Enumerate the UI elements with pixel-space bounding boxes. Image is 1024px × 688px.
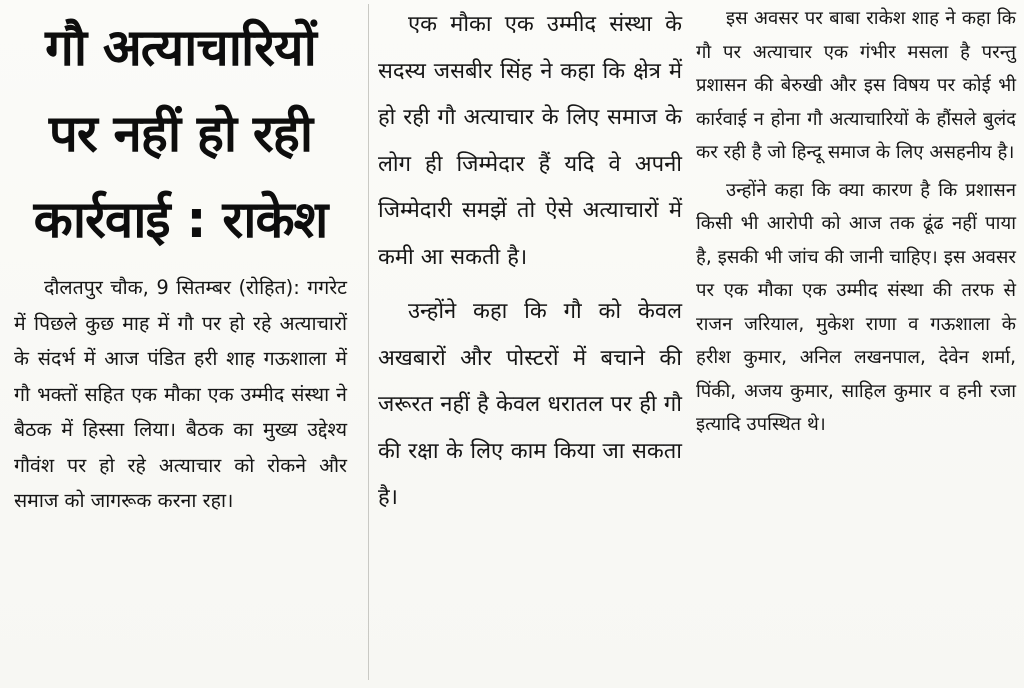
- headline-line-1: गौ अत्याचारियों: [45, 19, 316, 78]
- right-paragraph-2: उन्होंने कहा कि क्या कारण है कि प्रशासन किसी भी आरोपी को आज तक ढूंढ नहीं पाया है, इसकी भी जांच की जानी चाहिए। इस अवसर पर एक मौका एक उम्मीद संस्था की तरफ से राजन जरियाल, मुकेश राणा व गऊशाला के हरीश कुमार, अनिल लखनपाल, देवेन शर्मा, पिंकी, अजय कुमार, साहिल कुमार व हनी रजा इत्यादि उपस्थित थे।: [696, 179, 1016, 435]
- headline: [14, 6, 347, 264]
- headline-line-2: पर नहीं हो रही: [48, 105, 313, 164]
- headline-line-3: कार्रवाई : राकेश: [33, 191, 328, 250]
- right-column: [690, 0, 1024, 442]
- right-paragraph-1: इस अवसर पर बाबा राकेश शाह ने कहा कि गौ पर अत्याचार एक गंभीर मसला है परन्तु प्रशासन की बेरुखी और इस विषय पर कोई भी कार्रवाई न होना गौ अत्याचारियों के हौंसले बुलंद कर रही है जो हिन्दू समाज के लिए असहनीय है।: [696, 8, 1016, 163]
- left-column: [0, 0, 355, 519]
- middle-paragraph-1: एक मौका एक उम्मीद संस्था के सदस्य जसबीर सिंह ने कहा कि क्षेत्र में हो रही गौ अत्याचार के लिए समाज के लोग ही जिम्मेदार हैं यदि वे अपनी जिम्मेदारी समझें तो ऐसे अत्याचारों में कमी आ सकती है।: [378, 12, 682, 270]
- dateline-paragraph: दौलतपुर चौक, 9 सितम्बर (रोहित): गगरेट में पिछले कुछ माह में गौ पर हो रहे अत्याचारों के संदर्भ में आज पंडित हरी शाह गऊशाला में गौ भक्तों सहित एक मौका एक उम्मीद संस्था ने बैठक में हिस्सा लिया। बैठक का मुख्य उद्देश्य गौवंश पर हो रहे अत्याचार को रोकने और समाज को जागरूक करना रहा।: [14, 276, 347, 512]
- middle-paragraph-2: उन्होंने कहा कि गौ को केवल अखबारों और पोस्टरों में बचाने की जरूरत नहीं है केवल धरातल पर ही गौ की रक्षा के लिए काम किया जा सकता है।: [378, 299, 682, 510]
- column-rule: [368, 4, 369, 680]
- middle-column: [370, 0, 688, 522]
